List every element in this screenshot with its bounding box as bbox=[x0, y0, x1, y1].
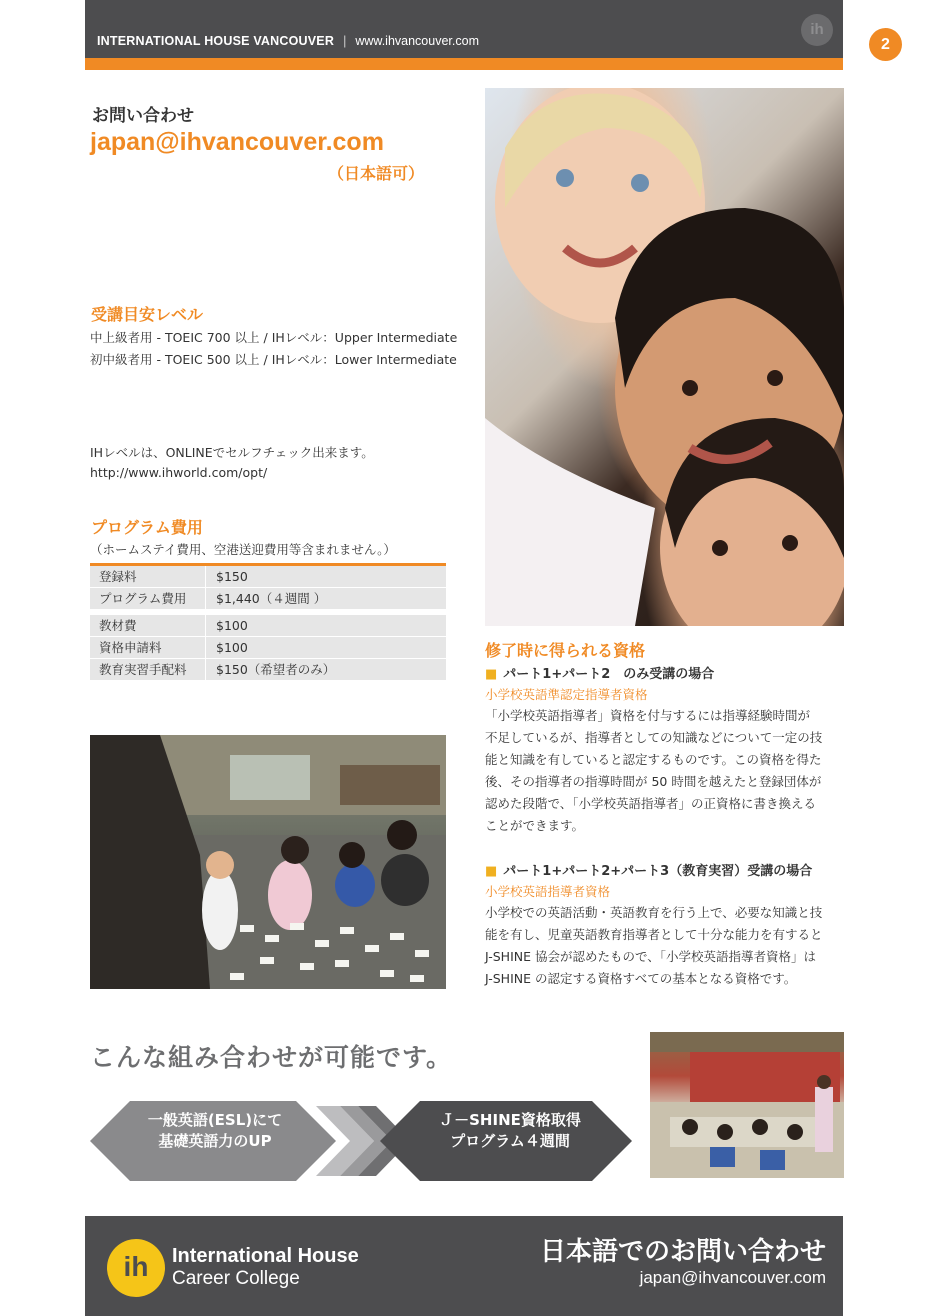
table-row bbox=[90, 588, 446, 610]
table-row bbox=[90, 659, 446, 681]
fee-item: 教育実習手配料 bbox=[90, 659, 206, 680]
text-line: 認めた段階で、「小学校英語指導者」の正資格に書き換える bbox=[485, 796, 817, 811]
fee-price: $100 bbox=[216, 639, 248, 655]
text-line: 能と知識を有していると認定するものです。この資格を得た bbox=[485, 752, 822, 767]
fee-price: $150 bbox=[216, 568, 248, 584]
combination-step-1 bbox=[115, 1110, 315, 1152]
ih-logo-icon: ih bbox=[801, 14, 833, 46]
header-separator: | bbox=[343, 34, 347, 48]
level-check-text: IHレベルは、ONLINEでセルフチェック出来ます。 bbox=[90, 445, 374, 460]
qualification-case1-cert: 小学校英語準認定指導者資格 bbox=[485, 687, 648, 702]
page-header bbox=[85, 0, 843, 58]
table-row bbox=[90, 615, 446, 637]
combination-step-2 bbox=[410, 1110, 610, 1152]
header-org: INTERNATIONAL HOUSE VANCOUVER bbox=[97, 34, 335, 48]
qualification-case1-heading bbox=[485, 663, 714, 682]
header-accent-stripe bbox=[85, 58, 843, 70]
text-line: 能を有し、児童英語教育指導者として十分な能力を有すると bbox=[485, 927, 823, 942]
level-line-1: 中上級者用 - TOEIC 700 以上 / IHレベル：Upper Intermediate bbox=[90, 330, 458, 345]
contact-label: お問い合わせ bbox=[92, 106, 194, 126]
classroom-photo bbox=[90, 735, 446, 989]
fee-item: 資格申請料 bbox=[90, 637, 206, 658]
step-1-line-1: 一般英語(ESL)にて bbox=[147, 1111, 283, 1129]
fee-item: 登録料 bbox=[90, 566, 206, 587]
fee-price: $100 bbox=[216, 617, 248, 633]
level-title: 受講目安レベル bbox=[91, 305, 204, 324]
fee-price: $1,440（４週間 ） bbox=[216, 590, 327, 606]
fee-item: プログラム費用 bbox=[90, 588, 206, 609]
bullet-icon: ■ bbox=[485, 667, 498, 682]
level-check-url[interactable]: http://www.ihworld.com/opt/ bbox=[90, 465, 268, 480]
fees-title: プログラム費用 bbox=[91, 518, 203, 537]
step-1-line-2: 基礎英語力のUP bbox=[158, 1132, 272, 1150]
small-classroom-photo bbox=[650, 1032, 844, 1178]
contact-email-link[interactable]: japan@ihvancouver.com bbox=[90, 128, 384, 156]
qualification-case2-cert: 小学校英語指導者資格 bbox=[485, 884, 611, 899]
combination-title: こんな組み合わせが可能です。 bbox=[90, 1043, 453, 1072]
header-url[interactable]: www.ihvancouver.com bbox=[355, 34, 479, 48]
header-text bbox=[97, 34, 479, 48]
table-row bbox=[90, 566, 446, 588]
contact-note: （日本語可） bbox=[328, 164, 425, 183]
qualification-case2-text bbox=[485, 902, 845, 990]
footer-org-subname: Career College bbox=[172, 1268, 300, 1289]
text-line: 小学校での英語活動・英語教育を行う上で、必要な知識と技 bbox=[485, 905, 823, 920]
text-line: 後、その指導者の指導時間が 50 時間を越えたと登録団体が bbox=[485, 774, 822, 789]
ih-footer-logo-icon: ih bbox=[107, 1239, 165, 1297]
footer-contact-title: 日本語でのお問い合わせ bbox=[539, 1237, 826, 1267]
fee-item: 教材費 bbox=[90, 615, 206, 636]
text-line: J-SHINE 協会が認めたもので、「小学校英語指導者資格」は bbox=[485, 949, 816, 964]
level-line-2: 初中級者用 - TOEIC 500 以上 / IHレベル：Lower Intermediate bbox=[90, 352, 457, 367]
text-line: 「小学校英語指導者」資格を付与するには指導経験時間が bbox=[485, 708, 811, 723]
qualification-case1-text bbox=[485, 705, 845, 837]
text-line: J-SHINE の認定する資格すべての基本となる資格です。 bbox=[485, 971, 797, 986]
children-photo-art bbox=[485, 88, 844, 626]
qualification-case2-heading-text: パート1+パート2+パート3（教育実習）受講の場合 bbox=[503, 864, 813, 879]
qualification-title: 修了時に得られる資格 bbox=[485, 641, 646, 660]
step-2-line-1: Ｊ－SHINE資格取得 bbox=[439, 1111, 581, 1129]
fees-note: （ホームステイ費用、空港送迎費用等含まれません。） bbox=[90, 542, 396, 557]
qualification-case2-heading bbox=[485, 860, 812, 879]
table-row bbox=[90, 637, 446, 659]
step-2-line-2: プログラム４週間 bbox=[450, 1132, 570, 1150]
page-number-badge: 2 bbox=[869, 28, 902, 61]
small-classroom-photo-art bbox=[650, 1032, 844, 1178]
text-line: 不足しているが、指導者としての知識などについて一定の技 bbox=[485, 730, 823, 745]
page-footer bbox=[85, 1216, 843, 1316]
classroom-photo-art bbox=[90, 735, 446, 989]
fee-table bbox=[90, 563, 446, 681]
bullet-icon: ■ bbox=[485, 864, 498, 879]
footer-org-name: International House bbox=[172, 1245, 359, 1267]
children-photo bbox=[485, 88, 844, 626]
footer-email-link[interactable]: japan@ihvancouver.com bbox=[639, 1268, 826, 1287]
qualification-case1-heading-text: パート1+パート2 のみ受講の場合 bbox=[503, 667, 715, 682]
text-line: ことができます。 bbox=[485, 818, 585, 833]
fee-price: $150（希望者のみ） bbox=[216, 661, 336, 677]
